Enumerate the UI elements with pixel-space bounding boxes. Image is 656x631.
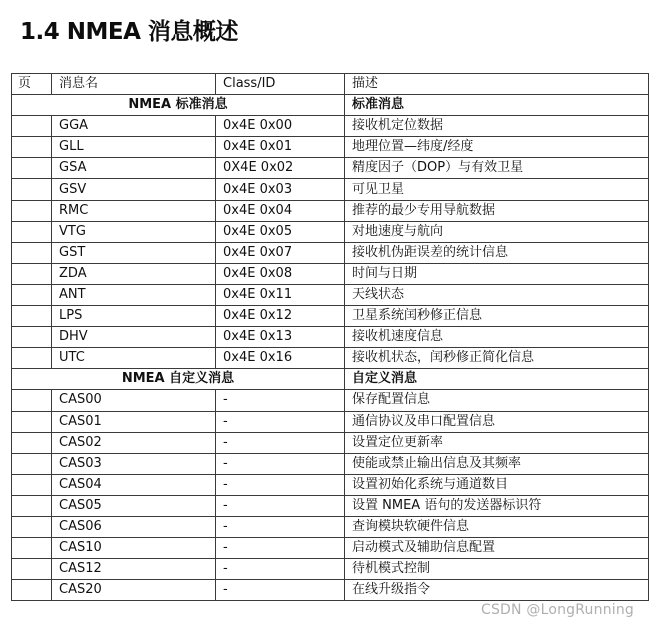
table-row <box>12 432 649 453</box>
cell-page <box>12 411 52 432</box>
header-description: 描述 <box>345 74 649 95</box>
section-row-standard <box>12 95 649 116</box>
cell-description: 接收机伪距误差的统计信息 <box>345 242 649 263</box>
cell-page <box>12 306 52 327</box>
table-row <box>12 179 649 200</box>
cell-class-id: - <box>216 580 345 601</box>
cell-class-id: 0x4E 0x04 <box>216 200 345 221</box>
cell-class-id: - <box>216 474 345 495</box>
table-row <box>12 158 649 179</box>
table-row <box>12 348 649 369</box>
cell-message-name: CAS00 <box>52 390 216 411</box>
cell-description: 可见卫星 <box>345 179 649 200</box>
cell-page <box>12 179 52 200</box>
cell-page <box>12 158 52 179</box>
cell-class-id: - <box>216 559 345 580</box>
table-row <box>12 200 649 221</box>
cell-description: 设置初始化系统与通道数目 <box>345 474 649 495</box>
cell-message-name: ANT <box>52 284 216 305</box>
section-row-custom <box>12 369 649 390</box>
cell-message-name: CAS10 <box>52 538 216 559</box>
cell-description: 地理位置—纬度/经度 <box>345 137 649 158</box>
table-row <box>12 284 649 305</box>
cell-class-id: 0X4E 0x02 <box>216 158 345 179</box>
page-title: 1.4 NMEA 消息概述 <box>20 19 238 45</box>
cell-class-id: 0x4E 0x12 <box>216 306 345 327</box>
cell-message-name: CAS01 <box>52 411 216 432</box>
cell-class-id: 0x4E 0x11 <box>216 284 345 305</box>
table-row <box>12 116 649 137</box>
cell-class-id: 0x4E 0x07 <box>216 242 345 263</box>
cell-description: 推荐的最少专用导航数据 <box>345 200 649 221</box>
table-row <box>12 137 649 158</box>
cell-description: 通信协议及串口配置信息 <box>345 411 649 432</box>
cell-class-id: - <box>216 432 345 453</box>
section-title-custom: NMEA 自定义消息 <box>12 369 345 390</box>
cell-description: 时间与日期 <box>345 263 649 284</box>
cell-page <box>12 580 52 601</box>
cell-page <box>12 516 52 537</box>
cell-class-id: - <box>216 390 345 411</box>
cell-message-name: CAS05 <box>52 495 216 516</box>
cell-description: 查询模块软硬件信息 <box>345 516 649 537</box>
cell-description: 保存配置信息 <box>345 390 649 411</box>
table-row <box>12 263 649 284</box>
cell-message-name: DHV <box>52 327 216 348</box>
cell-message-name: GSA <box>52 158 216 179</box>
cell-class-id: 0x4E 0x05 <box>216 221 345 242</box>
cell-page <box>12 221 52 242</box>
table-row <box>12 538 649 559</box>
cell-page <box>12 474 52 495</box>
cell-message-name: GSV <box>52 179 216 200</box>
cell-class-id: 0x4E 0x13 <box>216 327 345 348</box>
cell-class-id: 0x4E 0x01 <box>216 137 345 158</box>
cell-message-name: GLL <box>52 137 216 158</box>
cell-page <box>12 538 52 559</box>
cell-class-id: 0x4E 0x16 <box>216 348 345 369</box>
cell-page <box>12 453 52 474</box>
section-title-standard: NMEA 标准消息 <box>12 95 345 116</box>
section-description-standard: 标准消息 <box>345 95 649 116</box>
cell-description: 待机模式控制 <box>345 559 649 580</box>
cell-page <box>12 432 52 453</box>
table-row <box>12 327 649 348</box>
cell-class-id: - <box>216 538 345 559</box>
cell-page <box>12 559 52 580</box>
cell-description: 使能或禁止输出信息及其频率 <box>345 453 649 474</box>
cell-description: 卫星系统闰秒修正信息 <box>345 306 649 327</box>
cell-message-name: CAS06 <box>52 516 216 537</box>
section-description-custom: 自定义消息 <box>345 369 649 390</box>
cell-message-name: VTG <box>52 221 216 242</box>
header-message-name: 消息名 <box>52 74 216 95</box>
cell-description: 接收机速度信息 <box>345 327 649 348</box>
table-row <box>12 580 649 601</box>
table-row <box>12 390 649 411</box>
cell-description: 启动模式及辅助信息配置 <box>345 538 649 559</box>
cell-description: 精度因子（DOP）与有效卫星 <box>345 158 649 179</box>
table-row <box>12 474 649 495</box>
cell-page <box>12 390 52 411</box>
cell-class-id: 0x4E 0x08 <box>216 263 345 284</box>
cell-page <box>12 200 52 221</box>
table-row <box>12 306 649 327</box>
header-class-id: Class/ID <box>216 74 345 95</box>
cell-description: 设置 NMEA 语句的发送器标识符 <box>345 495 649 516</box>
cell-message-name: CAS12 <box>52 559 216 580</box>
cell-message-name: RMC <box>52 200 216 221</box>
cell-class-id: - <box>216 453 345 474</box>
cell-message-name: LPS <box>52 306 216 327</box>
cell-page <box>12 137 52 158</box>
cell-description: 接收机状态，闰秒修正简化信息 <box>345 348 649 369</box>
cell-class-id: - <box>216 411 345 432</box>
cell-page <box>12 263 52 284</box>
table-row <box>12 221 649 242</box>
cell-message-name: GST <box>52 242 216 263</box>
cell-class-id: - <box>216 516 345 537</box>
cell-message-name: CAS02 <box>52 432 216 453</box>
cell-page <box>12 284 52 305</box>
cell-message-name: ZDA <box>52 263 216 284</box>
cell-message-name: UTC <box>52 348 216 369</box>
cell-description: 设置定位更新率 <box>345 432 649 453</box>
cell-class-id: 0x4E 0x03 <box>216 179 345 200</box>
cell-message-name: GGA <box>52 116 216 137</box>
cell-page <box>12 495 52 516</box>
table-row <box>12 516 649 537</box>
cell-page <box>12 116 52 137</box>
cell-message-name: CAS20 <box>52 580 216 601</box>
table-row <box>12 495 649 516</box>
cell-description: 天线状态 <box>345 284 649 305</box>
cell-class-id: 0x4E 0x00 <box>216 116 345 137</box>
cell-page <box>12 242 52 263</box>
table-row <box>12 242 649 263</box>
header-page: 页 <box>12 74 52 95</box>
cell-message-name: CAS04 <box>52 474 216 495</box>
cell-description: 对地速度与航向 <box>345 221 649 242</box>
table-header-row <box>12 74 649 95</box>
cell-description: 在线升级指令 <box>345 580 649 601</box>
table-row <box>12 559 649 580</box>
nmea-message-table <box>11 73 649 601</box>
table-row <box>12 453 649 474</box>
cell-class-id: - <box>216 495 345 516</box>
cell-page <box>12 348 52 369</box>
cell-page <box>12 327 52 348</box>
watermark: CSDN @LongRunning <box>481 602 635 618</box>
table-row <box>12 411 649 432</box>
cell-description: 接收机定位数据 <box>345 116 649 137</box>
cell-message-name: CAS03 <box>52 453 216 474</box>
